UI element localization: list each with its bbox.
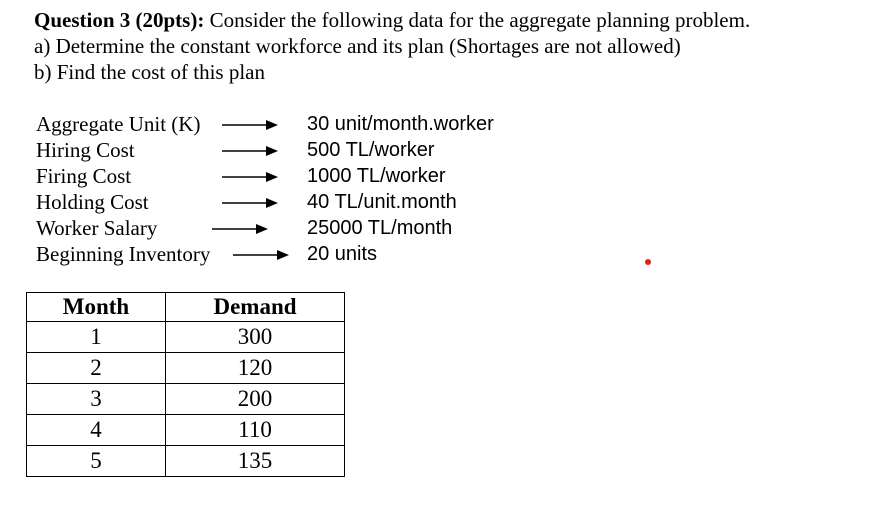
right-arrow-icon <box>212 223 268 235</box>
month-header: Month <box>27 293 166 322</box>
param-label: Firing Cost <box>36 164 132 188</box>
right-arrow-icon <box>222 119 278 131</box>
demand-cell: 200 <box>166 384 345 415</box>
param-label: Aggregate Unit (K) <box>36 112 201 136</box>
red-dot <box>645 259 651 265</box>
demand-cell: 110 <box>166 415 345 446</box>
param-value: 500 TL/worker <box>307 139 435 161</box>
param-value: 25000 TL/month <box>307 217 453 239</box>
table-row <box>27 415 345 446</box>
param-value: 30 unit/month.worker <box>307 113 494 135</box>
param-value: 40 TL/unit.month <box>307 191 457 213</box>
month-cell: 1 <box>27 322 166 353</box>
table-header-row <box>27 293 345 322</box>
param-label: Holding Cost <box>36 190 149 214</box>
table-row <box>27 384 345 415</box>
demand-cell: 300 <box>166 322 345 353</box>
question-intro: Consider the following data for the aggregate planning problem. <box>204 8 751 32</box>
question-title <box>34 8 750 32</box>
question-heading: Question 3 (20pts): <box>34 8 205 32</box>
month-cell: 5 <box>27 446 166 477</box>
table-row <box>27 446 345 477</box>
param-label: Hiring Cost <box>36 138 135 162</box>
table-row <box>27 353 345 384</box>
month-cell: 2 <box>27 353 166 384</box>
right-arrow-icon <box>222 171 278 183</box>
right-arrow-icon <box>222 197 278 209</box>
table-row <box>27 322 345 353</box>
right-arrow-icon <box>222 145 278 157</box>
demand-cell: 135 <box>166 446 345 477</box>
question-part-a: a) Determine the constant workforce and its plan (Shortages are not allowed) <box>34 34 681 58</box>
demand-table <box>26 292 345 477</box>
param-label: Worker Salary <box>36 216 158 240</box>
question-part-b: b) Find the cost of this plan <box>34 60 265 84</box>
demand-header: Demand <box>166 293 345 322</box>
param-value: 1000 TL/worker <box>307 165 446 187</box>
demand-cell: 120 <box>166 353 345 384</box>
month-cell: 4 <box>27 415 166 446</box>
param-value: 20 units <box>307 243 378 265</box>
month-cell: 3 <box>27 384 166 415</box>
right-arrow-icon <box>233 249 289 261</box>
param-label: Beginning Inventory <box>36 242 211 266</box>
